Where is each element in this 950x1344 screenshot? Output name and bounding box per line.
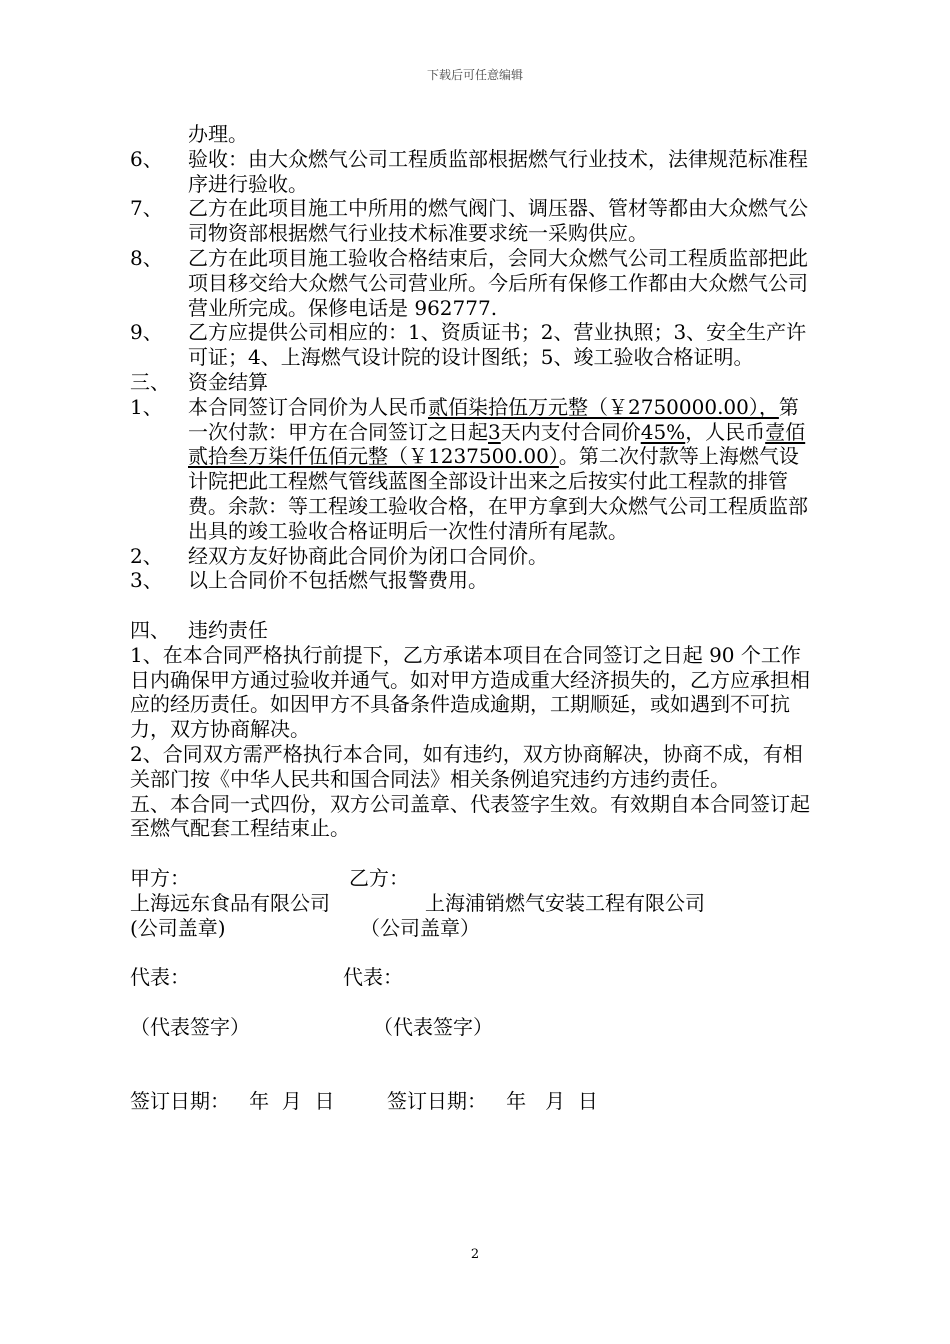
party-b-label: 乙方： xyxy=(349,865,409,890)
party-b-representative: 代表： xyxy=(343,965,403,990)
item-text: 经双方友好协商此合同价为闭口合同价。 xyxy=(188,543,548,568)
item-number: 3、 xyxy=(130,568,163,593)
spacer xyxy=(130,1064,810,1089)
list-item xyxy=(130,544,810,569)
page-header: 下载后可任意编辑 xyxy=(426,68,523,82)
continued-text: 办理。 xyxy=(188,122,248,146)
document-body xyxy=(130,122,810,1114)
section-number: 四、 xyxy=(130,617,170,642)
party-b-signing-date: 签订日期： 年 月 日 xyxy=(387,1089,598,1114)
item-text: 乙方在此项目施工中所用的燃气阀门、调压器、管材等都由大众燃气公司物资部根据燃气行业技术标准要求统一采购供应。 xyxy=(188,196,808,246)
party-b-signature: （代表签字） xyxy=(373,1014,493,1039)
list-item xyxy=(130,568,810,593)
list-item xyxy=(130,320,810,370)
list-item xyxy=(130,147,810,197)
party-a-label: 甲方： xyxy=(130,865,190,890)
spacer xyxy=(130,940,810,965)
item-number: 6、 xyxy=(130,146,163,171)
item-number: 1、 xyxy=(130,394,163,419)
item-number: 8、 xyxy=(130,245,163,270)
item-number: 9、 xyxy=(130,320,163,345)
party-b-seal: （公司盖章） xyxy=(360,915,480,940)
party-names-row xyxy=(130,891,810,916)
party-a-name: 上海远东食品有限公司 xyxy=(130,890,330,915)
copies-clause: 五、本合同一式四份，双方公司盖章、代表签字生效。有效期自本合同签订起至燃气配套工程结束止。 xyxy=(130,791,810,841)
spacer xyxy=(130,593,810,618)
page-number: 2 xyxy=(470,1247,480,1262)
liability-paragraph-1: 1、在本合同严格执行前提下，乙方承诺本项目在合同签订之日起 90 个工作日内确保甲方通过验收并通气。如对甲方造成重大经济损失的，乙方应承担相应的经历责任。如因甲方不具备条件造成逾期，工期顺延，或如遇到不可抗力，双方协商解决。 xyxy=(130,642,810,742)
item-text: 乙方在此项目施工验收合格结束后，会同大众燃气公司工程质监部把此项目移交给大众燃气公司营业所。今后所有保修工作都由大众燃气公司营业所完成。保修电话是 962777. xyxy=(188,245,808,320)
party-a-representative: 代表： xyxy=(130,965,190,990)
spacer xyxy=(130,990,810,1015)
first-payment-amount: 壹佰贰拾叁万柒仟伍佰元整（￥1237500.00） xyxy=(188,419,806,469)
signing-date-row xyxy=(130,1089,810,1114)
item-text: 验收：由大众燃气公司工程质监部根据燃气行业技术，法律规范标准程序进行验收。 xyxy=(188,146,808,196)
section-heading-liability xyxy=(130,618,810,643)
item-number: 7、 xyxy=(130,196,163,221)
liability-paragraph-2: 2、合同双方需严格执行本合同，如有违约，双方协商解决，协商不成，有相关部门按《中华人民共和国合同法》相关条例追究违约方违约责任。 xyxy=(130,741,803,791)
item-number: 2、 xyxy=(130,543,163,568)
payment-days: 3 xyxy=(488,419,501,444)
item-text: 乙方应提供公司相应的：1、资质证书；2、营业执照；3、安全生产许可证；4、上海燃气设计院的设计图纸；5、竣工验收合格证明。 xyxy=(188,320,807,370)
party-labels-row xyxy=(130,866,810,891)
signature-row xyxy=(130,1015,810,1040)
party-a-signature: （代表签字） xyxy=(130,1014,250,1039)
party-b-name: 上海浦销燃气安装工程有限公司 xyxy=(425,890,705,915)
list-item xyxy=(130,246,810,320)
item-text: 以上合同价不包括燃气报警费用。 xyxy=(188,568,488,593)
contract-price-amount: 贰佰柒拾伍万元整（￥2750000.00）， xyxy=(428,394,779,419)
spacer xyxy=(130,841,810,866)
list-item xyxy=(130,196,810,246)
representative-row xyxy=(130,965,810,990)
section-title: 资金结算 xyxy=(188,369,268,394)
party-a-signing-date: 签订日期： 年 月 日 xyxy=(130,1089,335,1114)
company-seal-row xyxy=(130,916,810,941)
section-number: 三、 xyxy=(130,369,170,394)
spacer xyxy=(130,1039,810,1064)
payment-clause: 1、 本合同签订合同价为人民币贰佰柒拾伍万元整（￥2750000.00），第一次付款：甲方在合同签订之日起3天内支付合同价45%，人民币壹佰贰拾叁万柒仟伍佰元整（￥1237500.00）。第二次付款等上海燃气设计院把此工程燃气管线蓝图全部设计出来之后按实付此工程款的排管费。余款：等工程竣工验收合格，在甲方拿到大众燃气公司工程质监部出具的竣工验收合格证明后一次性付清所有尾款。 xyxy=(130,394,808,543)
section-heading-funds xyxy=(130,370,810,395)
section-title: 违约责任 xyxy=(188,617,268,642)
party-a-seal: (公司盖章) xyxy=(130,915,226,940)
payment-percentage: 45% xyxy=(640,419,686,444)
